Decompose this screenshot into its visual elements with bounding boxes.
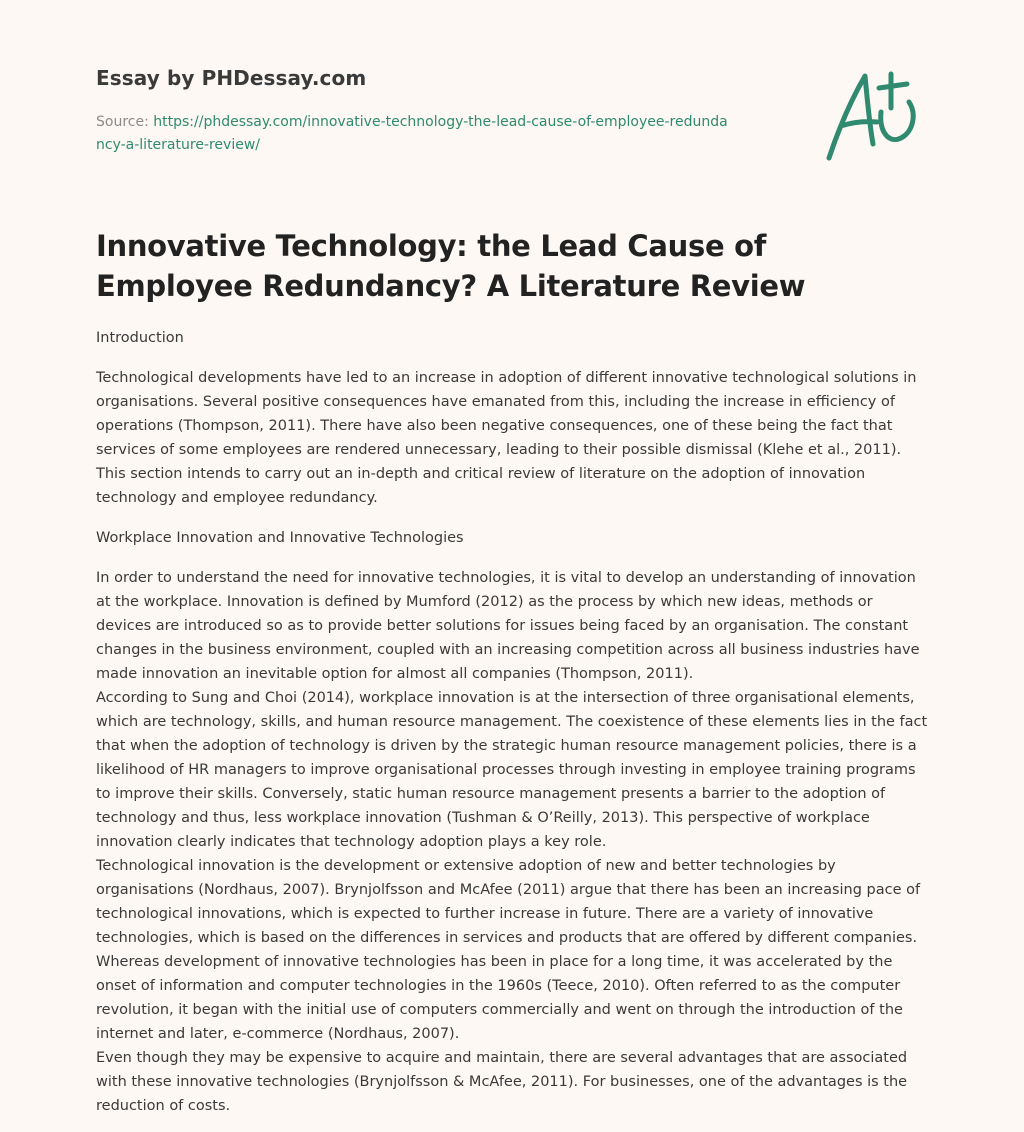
source-label: Source: <box>96 114 154 130</box>
paragraph: Technological innovation is the development or extensive adoption of new and better technologies by organisations (Nordhaus, 2007). Brynjolfsson and McAfee (2011) argue that there has been an increasing pace of technological innovations, which is expected to further increase in future. There are a variety of innovative technologies, which is based on the differences in services and products that are offered by different companies. Whereas development of innovative technologies has been in place for a long time, it was accelerated by the onset of information and computer technologies in the 1960s (Teece, 2010). Often referred to as the computer revolution, it began with the initial use of computers commercially and went on through the introduction of the internet and later, e-commerce (Nordhaus, 2007). <box>96 858 921 1042</box>
source-line <box>96 111 736 157</box>
paragraph: Technological developments have led to an increase in adoption of different innovative technological solutions in organisations. Several positive consequences have emanated from this, including the increase in efficiency of operations (Thompson, 2011). There have also been negative consequences, one of these being the fact that services of some employees are rendered unnecessary, leading to their possible dismissal (Klehe et al., 2011). This section intends to carry out an in-depth and critical review of literature on the adoption of innovation technology and employee redundancy. <box>96 370 917 506</box>
paragraph: Even though they may be expensive to acquire and maintain, there are several advantages that are associated with these innovative technologies (Brynjolfsson & McAfee, 2011). For businesses, one of the advantages is the reduction of costs. <box>96 1050 908 1114</box>
article-body <box>96 326 928 1118</box>
source-link[interactable]: https://phdessay.com/innovative-technology-the-lead-cause-of-employee-redundancy-a-literature-review/ <box>96 114 728 153</box>
a-plus-logo-icon <box>821 66 921 166</box>
site-name: Essay by PHDessay.com <box>96 66 367 90</box>
section-heading-workplace-innovation: Workplace Innovation and Innovative Technologies <box>96 530 464 546</box>
section-heading-introduction: Introduction <box>96 330 184 346</box>
paragraph: In order to understand the need for innovative technologies, it is vital to develop an understanding of innovation at the workplace. Innovation is defined by Mumford (2012) as the process by which new ideas, methods or devices are introduced so as to provide better solutions for issues being faced by an organisation. The constant changes in the business environment, coupled with an increasing competition across all business industries have made innovation an inevitable option for almost all companies (Thompson, 2011). <box>96 570 920 682</box>
article-title: Innovative Technology: the Lead Cause of Employee Redundancy? A Literature Review <box>96 229 806 303</box>
paragraph: According to Sung and Choi (2014), workplace innovation is at the intersection of three organisational elements, which are technology, skills, and human resource management. The coexistence of these elements lies in the fact that when the adoption of technology is driven by the strategic human resource management policies, there is a likelihood of HR managers to improve organisational processes through investing in employee training programs to improve their skills. Conversely, static human resource management presents a barrier to the adoption of technology and thus, less workplace innovation (Tushman & O’Reilly, 2013). This perspective of workplace innovation clearly indicates that technology adoption plays a key role. <box>96 690 928 850</box>
